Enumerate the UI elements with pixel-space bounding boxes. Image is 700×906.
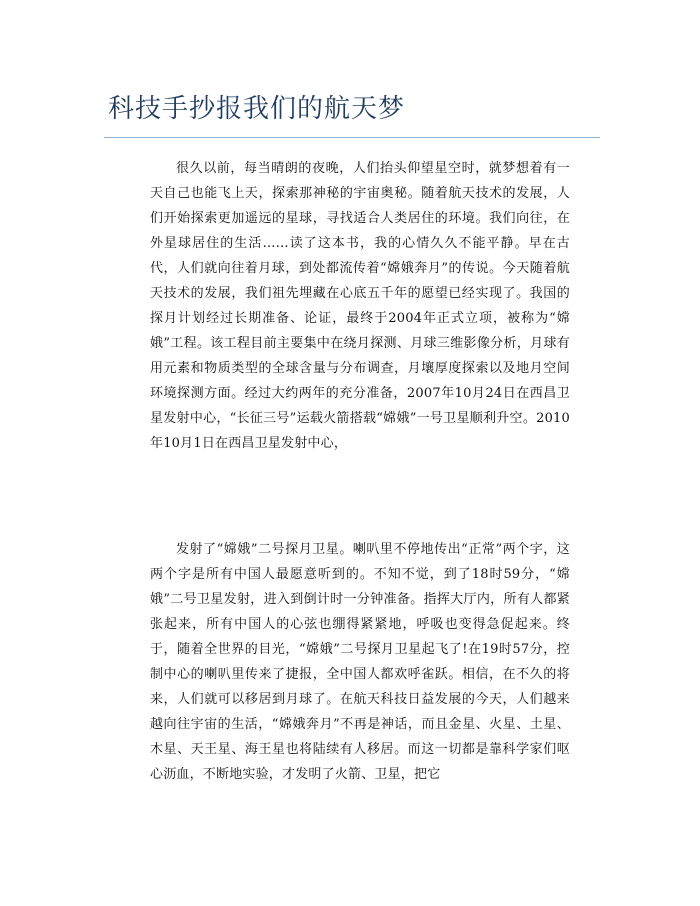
document-title: 科技手抄报我们的航天梦 — [108, 94, 406, 124]
body-paragraph-2: 发射了“嫦娥”二号探月卫星。喇叭里不停地传出“正常”两个字，这两个字是所有中国人最愿意听到的。不知不觉，到了18时59分，“嫦娥”二号卫星发射，进入到倒计时一分钟准备。指挥大厅内，所有人都紧张起来，所有中国人的心弦也绷得紧紧地，呼吸也变得急促起来。终于，随着全世界的目光，“嫦娥”二号探月卫星起飞了!在19时57分，控制中心的喇叭里传来了捷报，全中国人都欢呼雀跃。相信，在不久的将来，人们就可以移居到月球了。在航天科技日益发展的今天，人们越来越向往宇宙的生活，“嫦娥奔月”不再是神话，而且金星、火星、土星、木星、天王星、海王星也将陆续有人移居。而这一切都是靠科学家们呕心沥血，不断地实验，才发明了火箭、卫星，把它 — [150, 542, 570, 782]
body-paragraph-1: 很久以前，每当晴朗的夜晚，人们抬头仰望星空时，就梦想着有一天自己也能飞上天，探索那神秘的宇宙奥秘。随着航天技术的发展，人们开始探索更加遥远的星球，寻找适合人类居住的环境。我们向往，在外星球居住的生活……读了这本书，我的心情久久不能平静。早在古代，人们就向往着月球，到处都流传着“嫦娥奔月”的传说。今天随着航天技术的发展，我们祖先埋藏在心底五千年的愿望已经实现了。我国的探月计划经过长期准备、论证，最终于2004年正式立项，被称为“嫦娥”工程。该工程目前主要集中在绕月探测、月球三维影像分析，月球有用元素和物质类型的全球含量与分布调查，月壤厚度探索以及地月空间环境探测方面。经过大约两年的充分准备，2007年10月24日在西昌卫星发射中心，“长征三号”运载火箭搭载“嫦娥”一号卫星顺利升空。2010年10月1日在西昌卫星发射中心， — [150, 161, 570, 451]
title-underline — [104, 137, 600, 138]
